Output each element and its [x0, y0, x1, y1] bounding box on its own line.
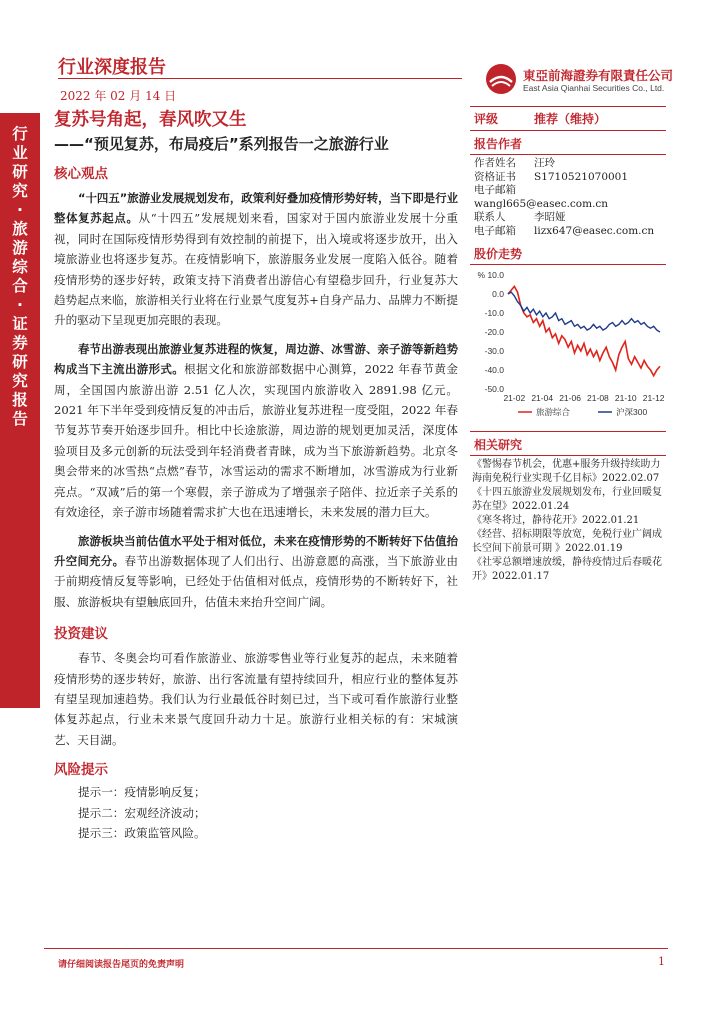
page-number: 1: [658, 955, 665, 968]
author-key: 联系人: [474, 211, 506, 224]
invest-heading: 投资建议: [54, 626, 108, 643]
x-tick-label: 21-02: [503, 392, 526, 403]
x-tick-label: 21-12: [642, 392, 665, 403]
related-report-link[interactable]: 《社零总额增速放缓，静待疫情过后春暖花开》2022.01.17: [472, 556, 662, 582]
paragraph-3: [54, 531, 458, 613]
y-tick-label: % 10.0: [477, 269, 504, 280]
y-tick-label: -50.0: [484, 383, 504, 394]
author-key: 作者姓名: [474, 157, 516, 169]
chart-rule: [470, 264, 666, 265]
paragraph-2-lead: 春节出游表现出旅游业复苏进程的恢复，周边游、冰雪游、亲子游等新趋势构成当下主流出游形式。: [54, 341, 458, 377]
y-tick-label: -20.0: [484, 326, 504, 337]
header-divider: [58, 78, 462, 79]
company-name-en: East Asia Qianhai Securities Co., Ltd.: [523, 83, 665, 93]
related-top-rule: [470, 431, 666, 432]
related-report-link[interactable]: 《警惕春节机会，优惠+服务升级持续助力海南免税行业实现千亿目标》2022.02.07: [472, 458, 661, 484]
author-row: [474, 184, 666, 211]
series-line-0: [508, 286, 660, 375]
report-category: 行业深度报告: [58, 57, 166, 78]
author-key: 电子邮箱: [474, 224, 516, 237]
rating-bottom-rule: [470, 130, 666, 131]
paragraph-1-lead: “十四五”旅游业发展规划发布，政策利好叠加疫情形势好转，当下即是行业整体复苏起点。: [54, 191, 458, 226]
author-heading: 报告作者: [474, 137, 523, 151]
author-value: wangl665@easec.com.cn: [474, 197, 609, 210]
risk-item: 提示三：政策监管风险。: [78, 825, 206, 840]
related-report-link[interactable]: 《十四五旅游业发展规划发布，行业回暖复苏在望》2022.01.24: [472, 486, 662, 512]
risk-item: 提示二：宏观经济波动；: [78, 805, 206, 820]
paragraph-1-body: 从“十四五”发展规划来看，国家对于国内旅游业发展十分重视，同时在国际疫情形势得到有效控制的前提下，出入境或将逐步放开，出入境旅游业也将逐步复苏。在疫情影响下，旅游服务业发展一度陷入低谷。随着疫情形势的逐步好转，政策支持下消费者出游信心有望稳步回升，行业复苏大趋势起点来临，旅游相关行业将在行业景气度复苏+自身产品力、品牌力不断提升的驱动下呈现更加亮眼的表现。: [54, 211, 458, 328]
x-tick-label: 21-06: [559, 392, 581, 403]
author-value: S1710521070001: [534, 170, 629, 183]
report-date: 2022 年 02 月 14 日: [60, 89, 177, 103]
invest-paragraph: 春节、冬奥会均可看作旅游业、旅游零售业等行业复苏的起点，未来随着疫情形势的逐步转好，旅游、出行客流量有望持续回升，相应行业的整体复苏有望呈现加速趋势。我们认为行业最低谷时刻已过，当下或可看作旅游行业整体复苏起点，行业未来景气度回升动力十足。旅游行业相关标的有：宋城演艺、天目湖。: [54, 651, 458, 747]
rating-row: [470, 107, 666, 130]
report-title: 复苏号角起，春风吹又生: [54, 110, 247, 130]
rating-label: 评级: [474, 112, 499, 126]
y-tick-label: -10.0: [484, 307, 504, 318]
y-tick-label: 0.0: [492, 288, 504, 299]
report-subtitle: ——“预见复苏，布局疫后”系列报告一之旅游行业: [54, 135, 389, 153]
author-value: 李昭娅: [534, 211, 566, 224]
risk-list: [54, 782, 458, 843]
author-row: [474, 171, 666, 185]
stock-price-chart: [470, 267, 666, 427]
risk-heading: 风险提示: [54, 762, 108, 779]
y-tick-label: -30.0: [484, 345, 504, 356]
chart-heading: 股价走势: [474, 246, 523, 261]
paragraph-2-body: 根据文化和旅游部数据中心测算，2022 年春节黄金周，全国国内旅游出游 2.51 亿人次，实现国内旅游收入 2891.98 亿元。2021 年下半年受到疫情反复的冲击后，旅游业复苏进程一度受阻，2022 年春节复苏节奏开始逐步回升。相比中长途旅游，周边游的规划更加灵活，深度体验项目及多元创新的玩法受到年轻消费者青睐，成为当下旅游新趋势。北京冬奥会带来的冰雪热“点燃”春节，冰雪运动的需求不断增加，冰雪游成为行业新亮点。“双减”后的第一个寒假，亲子游成为了增强亲子陪伴、拉近亲子关系的有效途径，亲子游市场随着需求扩大也在迅速增长，未来发展的潜力巨大。: [54, 362, 458, 520]
author-table: [470, 155, 666, 239]
rating-value: 推荐（维持）: [534, 112, 607, 126]
author-value: lizx647@easec.com.cn: [534, 224, 655, 237]
side-column: [470, 106, 666, 584]
related-heading: 相关研究: [474, 437, 523, 452]
company-name-cn: 東亞前海證券有限責任公司: [523, 68, 674, 83]
paragraph-3-body: 春节出游数据体现了人们出行、出游意愿的高涨，当下旅游业由于前期疫情反复等影响，已经处于估值相对低点，疫情形势的不断转好下，社服、旅游板块有望触底回升，估值未来抬升空间广阔。: [54, 553, 458, 609]
core-view-heading: 核心观点: [54, 166, 108, 182]
legend-label: 旅游综合: [536, 406, 571, 417]
author-key: 资格证书: [474, 170, 516, 183]
author-key: 电子邮箱: [474, 184, 516, 197]
y-tick-label: -40.0: [484, 364, 504, 375]
related-report-link[interactable]: 《寒冬将过，静待花开》2022.01.21: [472, 514, 640, 526]
related-report-link[interactable]: 《经营、招标期限等放宽，免税行业广阔成长空间下前景可期 》2022.01.19: [472, 528, 662, 554]
sidebar-label: 行业研究·旅游综合·证券研究报告: [12, 125, 28, 428]
related-list: [470, 456, 666, 584]
author-row: [474, 211, 666, 225]
author-row: [474, 225, 666, 239]
paragraph-1: [54, 188, 458, 331]
author-row: [474, 157, 666, 171]
company-logo-icon: [484, 62, 518, 100]
x-tick-label: 21-04: [531, 392, 554, 403]
paragraph-3-lead: 旅游板块当前估值水平处于相对低位，未来在疫情形势的不断转好下估值抬升空间充分。: [54, 533, 458, 568]
main-column: [54, 162, 458, 843]
author-value: 汪玲: [534, 157, 555, 169]
paragraph-2: [54, 339, 458, 523]
sidebar-banner: [0, 113, 40, 708]
footer-divider: [44, 948, 668, 949]
series-line-1: [508, 292, 660, 332]
disclaimer-note: 请仔细阅读报告尾页的免责声明: [58, 960, 185, 970]
legend-label: 沪深300: [616, 406, 648, 417]
x-tick-label: 21-10: [614, 392, 637, 403]
x-tick-label: 21-08: [587, 392, 609, 403]
risk-item: 提示一：疫情影响反复；: [78, 785, 206, 800]
